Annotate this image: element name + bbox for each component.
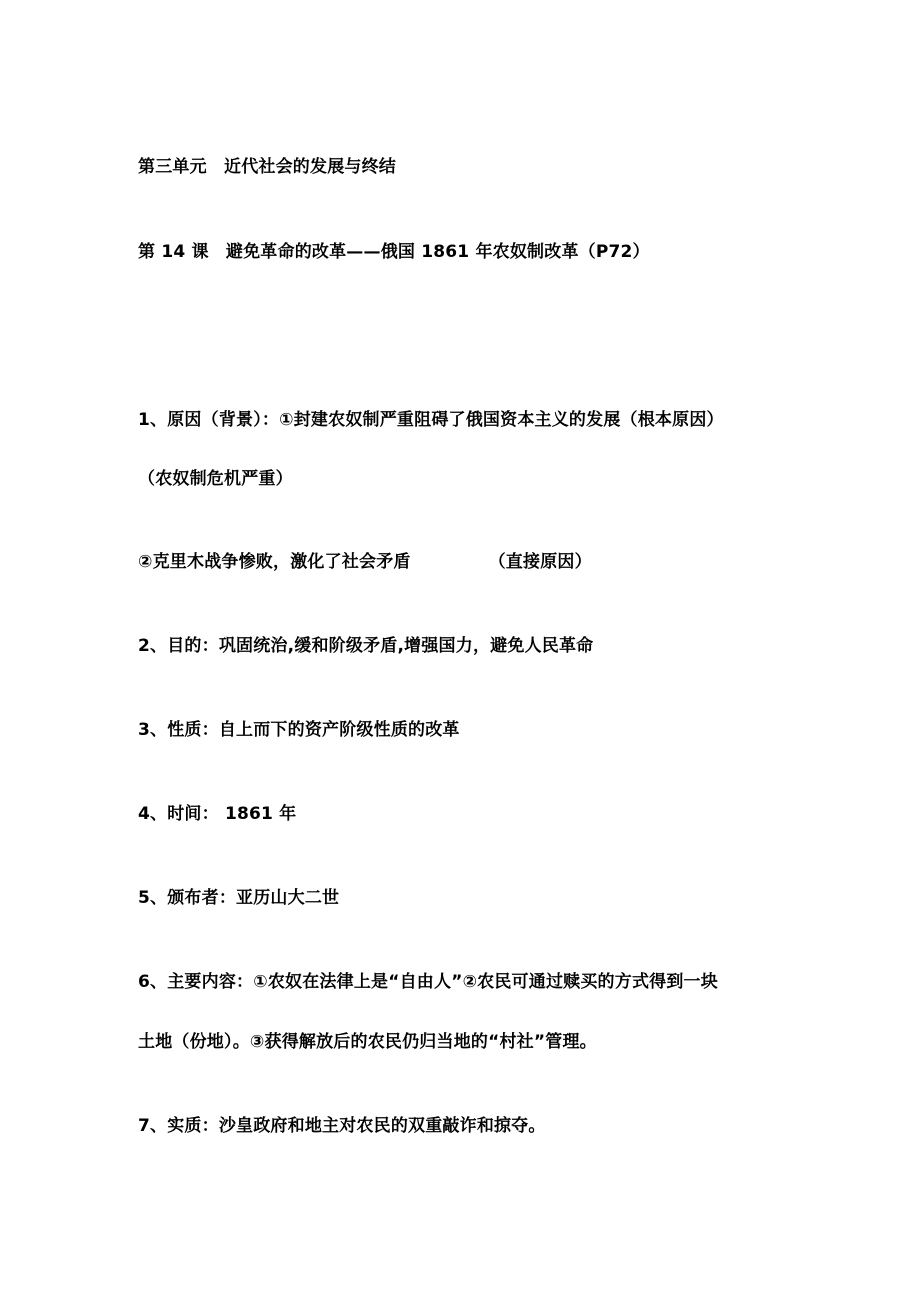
unit-title: 第三单元 近代社会的发展与终结	[138, 157, 396, 177]
content-line-2: 土地（份地）。③获得解放后的农民仍归当地的“村社”管理。	[138, 1032, 597, 1052]
essence-line: 7、实质：沙皇政府和地主对农民的双重敲诈和掠夺。	[138, 1116, 546, 1136]
cause-line-3-note: （直接原因）	[488, 552, 592, 572]
nature-line: 3、性质：自上而下的资产阶级性质的改革	[138, 720, 460, 740]
cause-line-3-main: ②克里木战争惨败，激化了社会矛盾	[138, 552, 411, 572]
purpose-line: 2、目的：巩固统治,缓和阶级矛盾,增强国力，避免人民革命	[138, 636, 594, 656]
cause-line-1: 1、原因（背景）：①封建农奴制严重阻碍了俄国资本主义的发展（根本原因）	[138, 410, 724, 430]
time-line: 4、时间： 1861 年	[138, 804, 297, 824]
issuer-line: 5、颁布者：亚历山大二世	[138, 888, 340, 908]
cause-line-3	[138, 550, 592, 574]
content-line-1: 6、主要内容：①农奴在法律上是“自由人”②农民可通过赎买的方式得到一块	[138, 972, 718, 992]
cause-line-2: （农奴制危机严重）	[138, 469, 293, 489]
lesson-title: 第 14 课 避免革命的改革——俄国 1861 年农奴制改革（P72）	[138, 242, 650, 262]
